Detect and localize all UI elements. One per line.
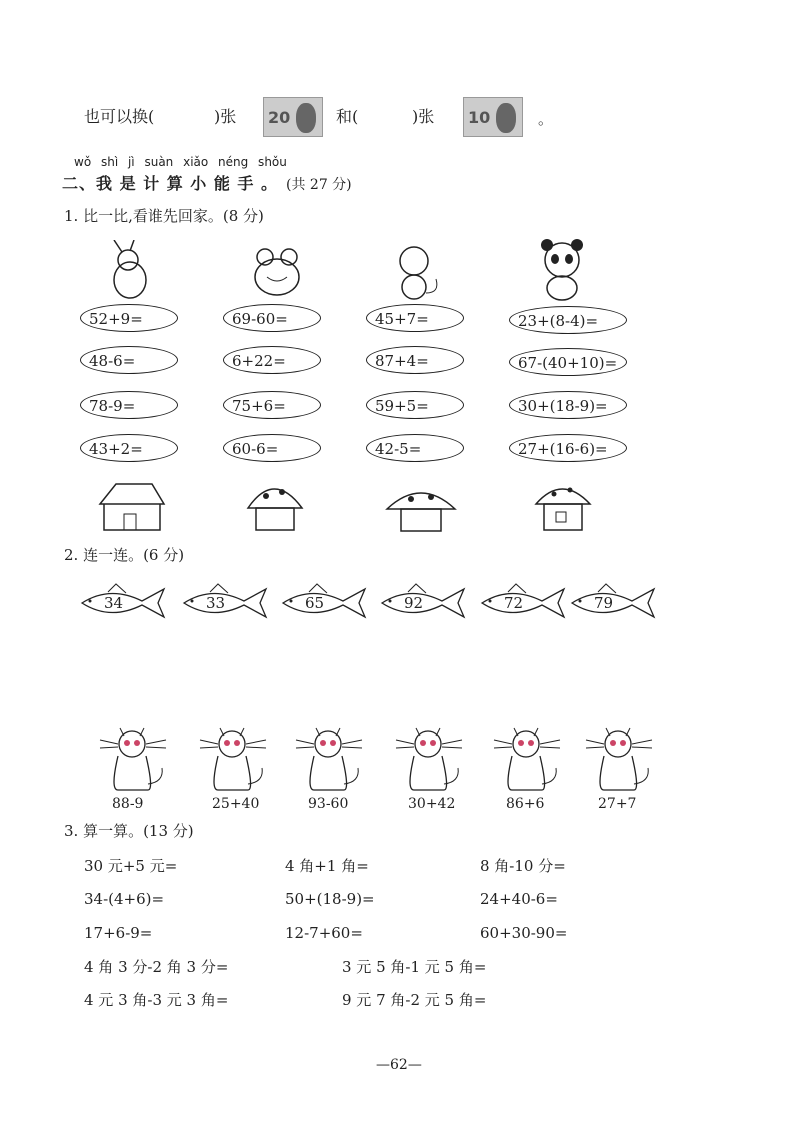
equation-oval: 87+4= [366,346,464,374]
equation-oval: 45+7= [366,304,464,332]
equation-oval: 59+5= [366,391,464,419]
panda-icon [532,238,592,302]
fish-icon [182,583,270,623]
calc-item: 50+(18-9)= [285,890,375,908]
banknote-20-image: 20 [263,97,323,137]
fish-icon [80,583,168,623]
equation-oval: 27+(16-6)= [509,434,627,462]
q2-title: 2. 连一连。(6 分) [64,546,185,564]
fish-number: 92 [404,594,424,612]
fish-icon [380,583,468,623]
fish-number: 33 [206,594,226,612]
fish-number: 65 [305,594,325,612]
calc-item: 4 角 3 分-2 角 3 分= [84,958,229,976]
cat-icon [584,722,656,794]
exchange-text-1: 也可以换( [84,107,155,126]
exchange-text-4: )张 [412,107,435,126]
calc-item: 4 角+1 角= [285,857,369,875]
exchange-text-3: 和( [336,107,359,126]
calc-item: 34-(4+6)= [84,890,165,908]
equation-oval: 67-(40+10)= [509,348,627,376]
section-score: (共 27 分) [286,177,352,193]
equation-oval: 43+2= [80,434,178,462]
cat-icon [492,722,564,794]
equation-oval: 69-60= [223,304,321,332]
mushroom-house-icon [244,480,306,532]
monkey-icon [388,243,444,301]
frog-icon [245,245,309,301]
cat-expression: 88-9 [112,796,144,812]
calc-item: 17+6-9= [84,924,153,942]
calc-item: 8 角-10 分= [480,857,566,875]
equation-oval: 60-6= [223,434,321,462]
equation-oval: 23+(8-4)= [509,306,627,334]
q1-title: 1. 比一比,看谁先回家。(8 分) [64,207,264,225]
fish-number: 72 [504,594,524,612]
section-heading [62,174,352,194]
equation-oval: 30+(18-9)= [509,391,627,419]
house-icon [96,480,168,532]
q3-title: 3. 算一算。(13 分) [64,822,194,840]
cat-icon [394,722,466,794]
equation-oval: 6+22= [223,346,321,374]
calc-item: 12-7+60= [285,924,363,942]
cat-icon [294,722,366,794]
page-number: —62— [376,1057,422,1073]
equation-oval: 78-9= [80,391,178,419]
calc-item: 24+40-6= [480,890,558,908]
calc-item: 3 元 5 角-1 元 5 角= [342,958,487,976]
calc-item: 30 元+5 元= [84,857,178,875]
cat-expression: 93-60 [308,796,349,812]
calc-item: 9 元 7 角-2 元 5 角= [342,991,487,1009]
exchange-text-2: )张 [214,107,237,126]
calc-item: 4 元 3 角-3 元 3 角= [84,991,229,1009]
end-period: 。 [538,110,554,128]
cat-expression: 25+40 [212,796,260,812]
fish-icon [281,583,369,623]
cat-icon [98,722,170,794]
equation-oval: 48-6= [80,346,178,374]
mushroom-house-icon [385,485,457,533]
cat-expression: 30+42 [408,796,456,812]
fish-number: 34 [104,594,124,612]
equation-oval: 75+6= [223,391,321,419]
mushroom-house-icon [532,480,594,532]
cat-expression: 86+6 [506,796,545,812]
fish-icon [570,583,658,623]
fish-number: 79 [594,594,614,612]
cat-expression: 27+7 [598,796,637,812]
section-pinyin: wǒ shì jì suàn xiǎo néng shǒu [74,155,287,169]
equation-oval: 42-5= [366,434,464,462]
cat-icon [198,722,270,794]
banknote-10-image: 10 [463,97,523,137]
equation-oval: 52+9= [80,304,178,332]
fish-icon [480,583,568,623]
rabbit-icon [100,240,160,302]
calc-item: 60+30-90= [480,924,568,942]
section-title: 二、我 是 计 算 小 能 手 。 [62,174,278,193]
